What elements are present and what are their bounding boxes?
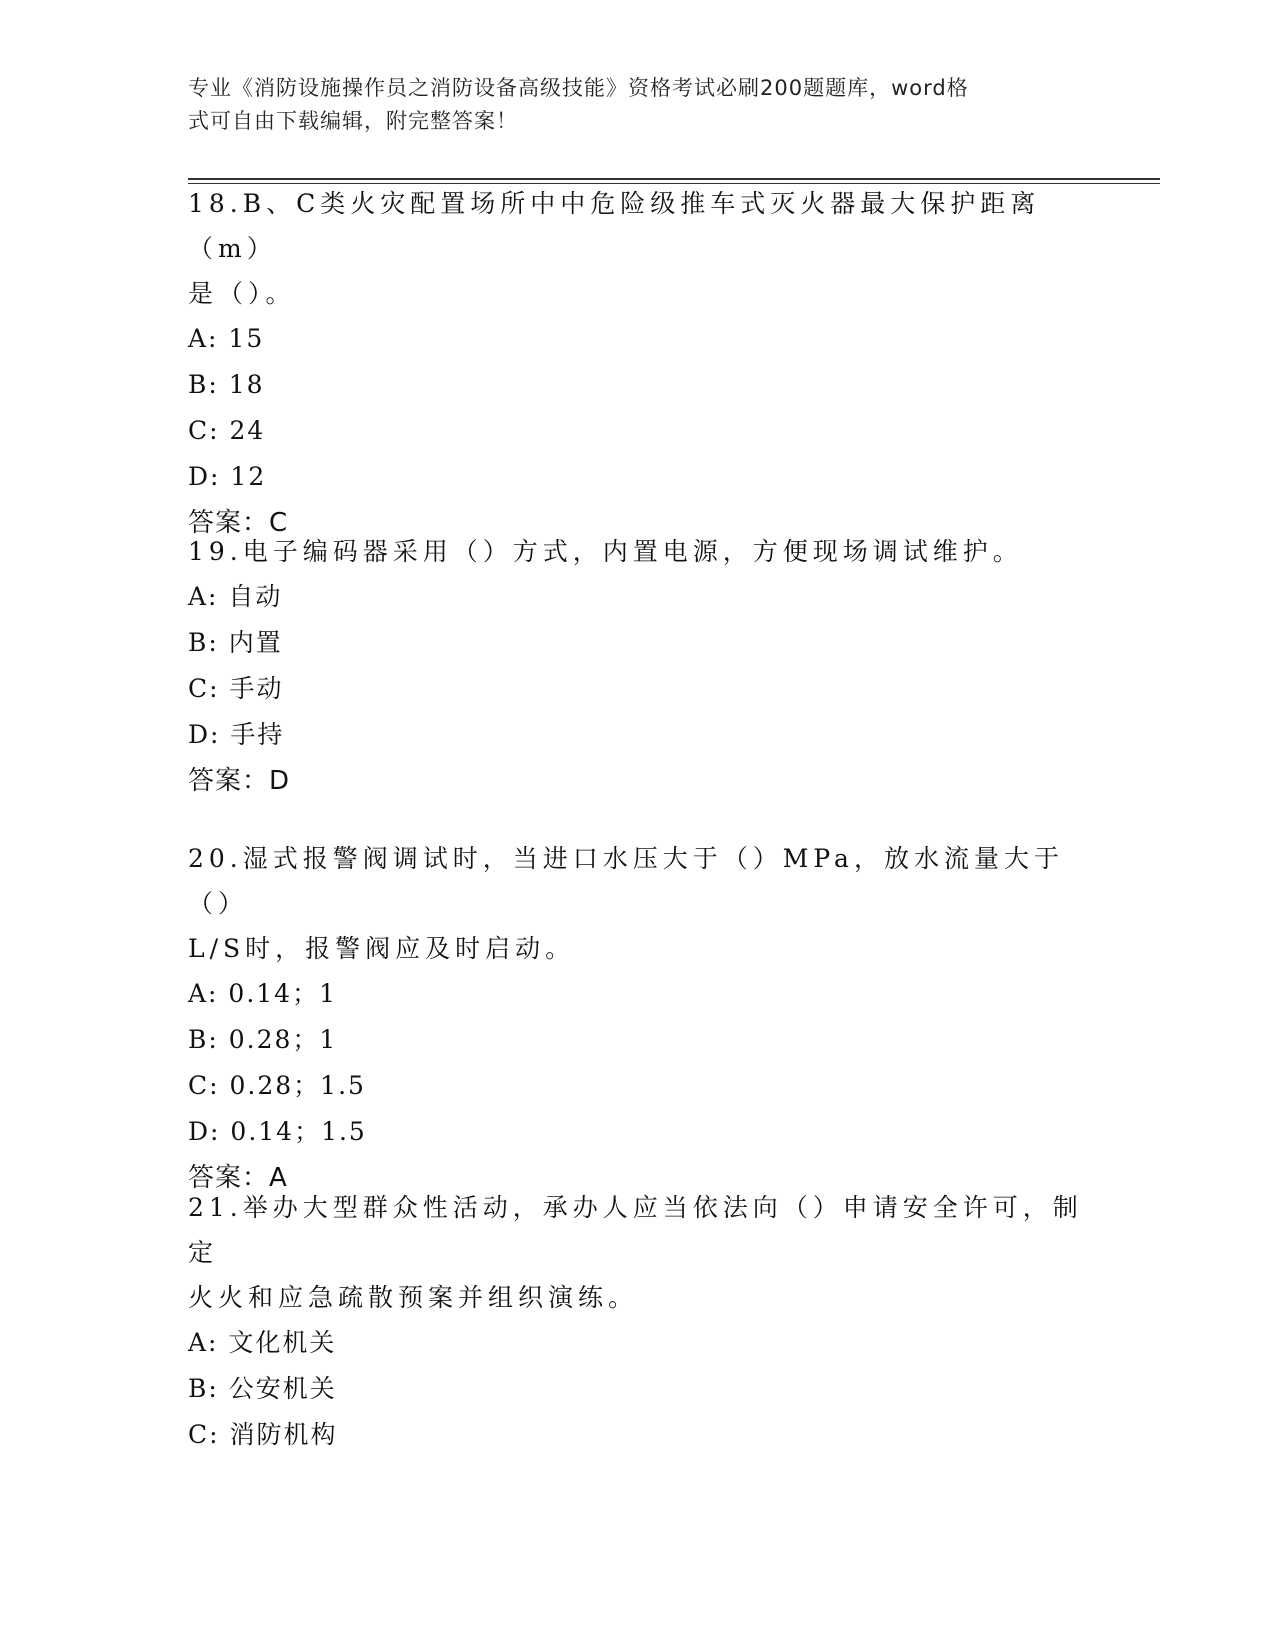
question-stem-line-1: 20.湿式报警阀调试时，当进口水压大于（）MPa，放水流量大于（） (188, 844, 1064, 918)
header-divider-thick (188, 178, 1160, 180)
option-c: C: 0.28；1.5 (188, 1071, 366, 1100)
question-stem-line-2: 是（）。 (188, 279, 296, 308)
question-stem-line-1: 21.举办大型群众性活动，承办人应当依法向（）申请安全许可，制定 (188, 1193, 1083, 1267)
option-a: A: 0.14；1 (188, 979, 337, 1008)
option-d: D: 12 (188, 462, 267, 491)
answer-line: 答案：D (188, 766, 291, 796)
option-b: B: 18 (188, 370, 265, 399)
question-stem-line-1: 18.B、C类火灾配置场所中中危险级推车式灭火器最大保护距离（m） (188, 189, 1041, 263)
answer-line: 答案：C (188, 508, 289, 538)
option-b: B: 0.28；1 (188, 1025, 338, 1054)
option-a: A: 自动 (188, 582, 283, 611)
option-d: D: 0.14；1.5 (188, 1117, 367, 1146)
answer-line: 答案：A (188, 1163, 288, 1193)
option-d: D: 手持 (188, 720, 285, 749)
header-line-2: 式可自由下载编辑，附完整答案！ (188, 109, 518, 133)
question-20 (188, 836, 1088, 1201)
option-a: A: 15 (188, 324, 265, 353)
option-c: C: 手动 (188, 674, 284, 703)
option-c: C: 消防机构 (188, 1420, 338, 1449)
option-c: C: 24 (188, 416, 266, 445)
question-18 (188, 181, 1088, 546)
option-b: B: 公安机关 (188, 1374, 337, 1403)
question-stem-line-1: 19.电子编码器采用（）方式，内置电源，方便现场调试维护。 (188, 537, 1023, 566)
option-a: A: 文化机关 (188, 1328, 337, 1357)
document-header (188, 72, 1068, 138)
option-b: B: 内置 (188, 628, 283, 657)
question-stem-line-2: L/S时，报警阀应及时启动。 (188, 934, 576, 963)
question-21 (188, 1185, 1088, 1458)
question-stem-line-2: 火火和应急疏散预案并组织演练。 (188, 1283, 639, 1312)
question-19 (188, 529, 1088, 804)
header-line-1: 专业《消防设施操作员之消防设备高级技能》资格考试必刷200题题库，word格 (188, 76, 969, 100)
